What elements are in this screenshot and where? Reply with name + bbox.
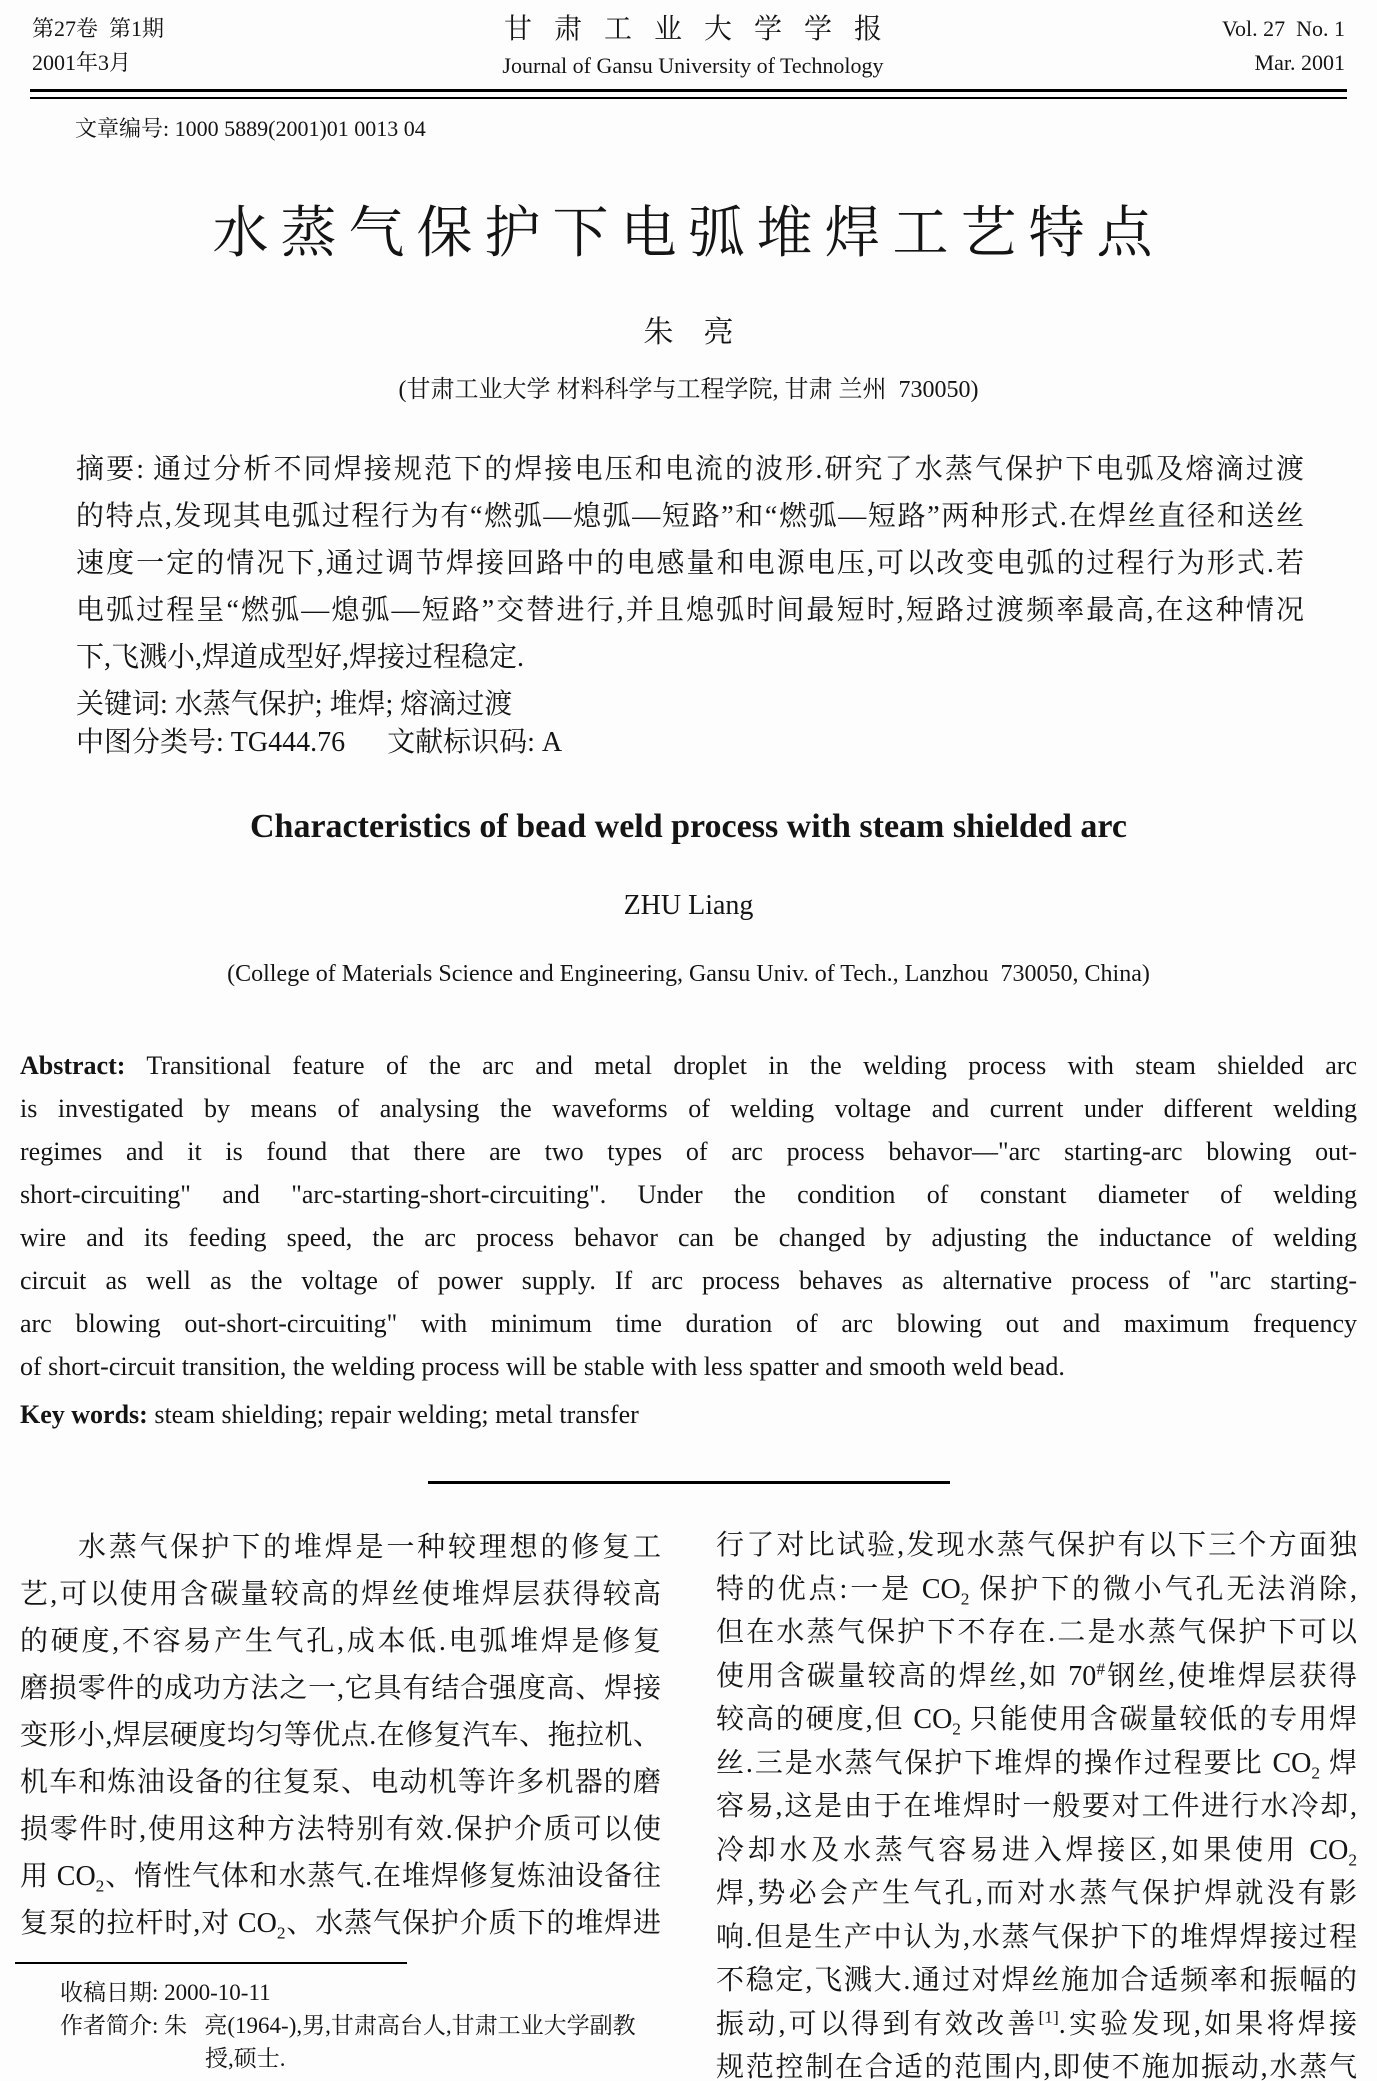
text-line: wire and its feeding speed, the arc process behavor can be changed by adjusting the inductance of welding bbox=[20, 1223, 1357, 1252]
text-line: of short-circuit transition, the welding process will be stable with less spatter and smooth weld bead. bbox=[20, 1352, 1065, 1381]
footnote-rule bbox=[15, 1962, 407, 1964]
author-name-en: ZHU Liang bbox=[623, 890, 754, 921]
text-line: 水蒸气保护下的堆焊是一种较理想的修复工 bbox=[78, 1532, 661, 1563]
footnote bbox=[15, 1962, 665, 2075]
text-line: 损零件时,使用这种方法特别有效.保护介质可以使 bbox=[20, 1814, 661, 1845]
text-line: 的硬度,不容易产生气孔,成本低.电弧堆焊是修复 bbox=[20, 1626, 661, 1657]
text-line: 焊,势必会产生气孔,而对水蒸气保护焊就没有影 bbox=[716, 1878, 1357, 1909]
received-date: 收稿日期: 2000-10-11 bbox=[60, 1980, 271, 2005]
abstract-cn bbox=[76, 446, 1304, 681]
journal-title-en: Journal of Gansu University of Technology bbox=[502, 53, 884, 78]
text-line: 摘要: 通过分析不同焊接规范下的焊接电压和电流的波形.研究了水蒸气保护下电弧及熔滴过渡 bbox=[76, 454, 1304, 485]
body-column-left bbox=[20, 1524, 661, 1947]
keywords-en: Key words: steam shielding; repair welding; metal transfer bbox=[20, 1400, 639, 1429]
author-bio-line1: 作者简介: 朱 亮(1964-),男,甘肃高台人,甘肃工业大学副教 bbox=[60, 2013, 636, 2038]
text-line: 艺,可以使用含碳量较高的焊丝使堆焊层获得较高 bbox=[20, 1579, 661, 1610]
volume-issue-en: Vol. 27 No. 1 bbox=[1221, 16, 1345, 41]
text-line: regimes and it is found that there are two types of arc process behavor—"arc starting-arc blowing out- bbox=[20, 1137, 1357, 1166]
text-line: short-circuiting" and "arc-starting-short-circuiting". Under the condition of constant diameter of welding bbox=[20, 1180, 1357, 1209]
article-number: 文章编号: 1000 5889(2001)01 0013 04 bbox=[75, 116, 426, 141]
text-line: arc blowing out-short-circuiting" with minimum time duration of arc blowing out and maximum frequency bbox=[20, 1309, 1357, 1338]
text-line: 机车和炼油设备的往复泵、电动机等许多机器的磨 bbox=[20, 1767, 661, 1798]
text-line: 使用含碳量较高的焊丝,如 70#钢丝,使堆焊层获得 bbox=[716, 1659, 1357, 1692]
article-title-cn: 水蒸气保护下电弧堆焊工艺特点 bbox=[212, 203, 1165, 265]
text-line: 响.但是生产中认为,水蒸气保护下的堆焊焊接过程 bbox=[716, 1921, 1357, 1953]
text-line: 较高的硬度,但 $CO_2$ 只能使用含碳量较低的专用焊 bbox=[716, 1704, 1357, 1739]
text-line: 电弧过程呈“燃弧—熄弧—短路”交替进行,并且熄弧时间最短时,短路过渡频率最高,在这种情况 bbox=[76, 595, 1304, 626]
text-line: 振动,可以得到有效改善[1].实验发现,如果将焊接 bbox=[716, 2007, 1357, 2040]
date-en: Mar. 2001 bbox=[1254, 50, 1345, 75]
text-line: 丝.三是水蒸气保护下堆焊的操作过程要比 $CO_2$ 焊 bbox=[716, 1747, 1357, 1783]
keywords-cn: 关键词: 水蒸气保护; 堆焊; 熔滴过渡 bbox=[76, 689, 513, 720]
date-cn: 2001年3月 bbox=[32, 50, 132, 75]
text-line: 冷却水及水蒸气容易进入焊接区,如果使用 $CO_2$ bbox=[716, 1834, 1357, 1870]
text-line: 行了对比试验,发现水蒸气保护有以下三个方面独 bbox=[716, 1530, 1357, 1561]
text-line: 用 $CO_2$、惰性气体和水蒸气.在堆焊修复炼油设备往 bbox=[20, 1861, 661, 1896]
journal-title-cn: 甘肃工业大学学报 bbox=[503, 14, 904, 45]
body-column-right bbox=[716, 1524, 1357, 2081]
volume-issue-cn: 第27卷 第1期 bbox=[32, 16, 165, 41]
header-issue-info bbox=[32, 12, 164, 80]
text-line: 的特点,发现其电弧过程行为有“燃弧—熄弧—短路”和“燃弧—短路”两种形式.在焊丝直径和送丝 bbox=[76, 501, 1304, 532]
author-bio-line2: 授,硕士. bbox=[205, 2046, 286, 2071]
text-line: 变形小,焊层硬度均匀等优点.在修复汽车、拖拉机、 bbox=[20, 1720, 661, 1751]
affiliation-en: (College of Materials Science and Engineering, Gansu Univ. of Tech., Lanzhou 730050, China) bbox=[227, 961, 1150, 987]
text-line: is investigated by means of analysing the waveforms of welding voltage and current under different welding bbox=[20, 1094, 1357, 1123]
header-journal-title bbox=[482, 12, 904, 82]
header-rule bbox=[30, 89, 1347, 99]
affiliation-cn: (甘肃工业大学 材料科学与工程学院, 甘肃 兰州 730050) bbox=[398, 377, 979, 403]
text-line: circuit as well as the voltage of power supply. If arc process behaves as alternative process of "arc starting- bbox=[20, 1266, 1357, 1295]
text-line: 不稳定,飞溅大.通过对焊丝施加合适频率和振幅的 bbox=[716, 1965, 1357, 1996]
text-line: 复泵的拉杆时,对 $CO_2$、水蒸气保护介质下的堆焊进 bbox=[20, 1908, 661, 1943]
text-line: 容易,这是由于在堆焊时一般要对工件进行水冷却, bbox=[716, 1791, 1357, 1822]
journal-header bbox=[32, 12, 1345, 82]
text-line: Abstract: Transitional feature of the arc and metal droplet in the welding process with steam shielded arc bbox=[20, 1051, 1357, 1080]
text-line: 下,飞溅小,焊道成型好,焊接过程稳定. bbox=[76, 642, 525, 673]
section-divider-rule bbox=[428, 1481, 950, 1484]
text-line: 磨损零件的成功方法之一,它具有结合强度高、焊接 bbox=[20, 1673, 661, 1704]
article-title-en: Characteristics of bead weld process with steam shielded arc bbox=[250, 808, 1127, 845]
text-line: 但在水蒸气保护下不存在.二是水蒸气保护下可以 bbox=[716, 1617, 1357, 1648]
text-line: 特的优点:一是 $CO_2$ 保护下的微小气孔无法消除, bbox=[716, 1573, 1357, 1609]
text-line: 规范控制在合适的范围内,即使不施加振动,水蒸气 bbox=[716, 2052, 1357, 2081]
clc-number-line: 中图分类号: TG444.76 文献标识码: A bbox=[76, 727, 563, 758]
text-line: 速度一定的情况下,通过调节焊接回路中的电感量和电源电压,可以改变电弧的过程行为形式.若 bbox=[76, 548, 1304, 579]
author-name-cn: 朱 亮 bbox=[643, 316, 734, 349]
abstract-en bbox=[20, 1044, 1357, 1388]
header-volume-info bbox=[1222, 12, 1345, 80]
